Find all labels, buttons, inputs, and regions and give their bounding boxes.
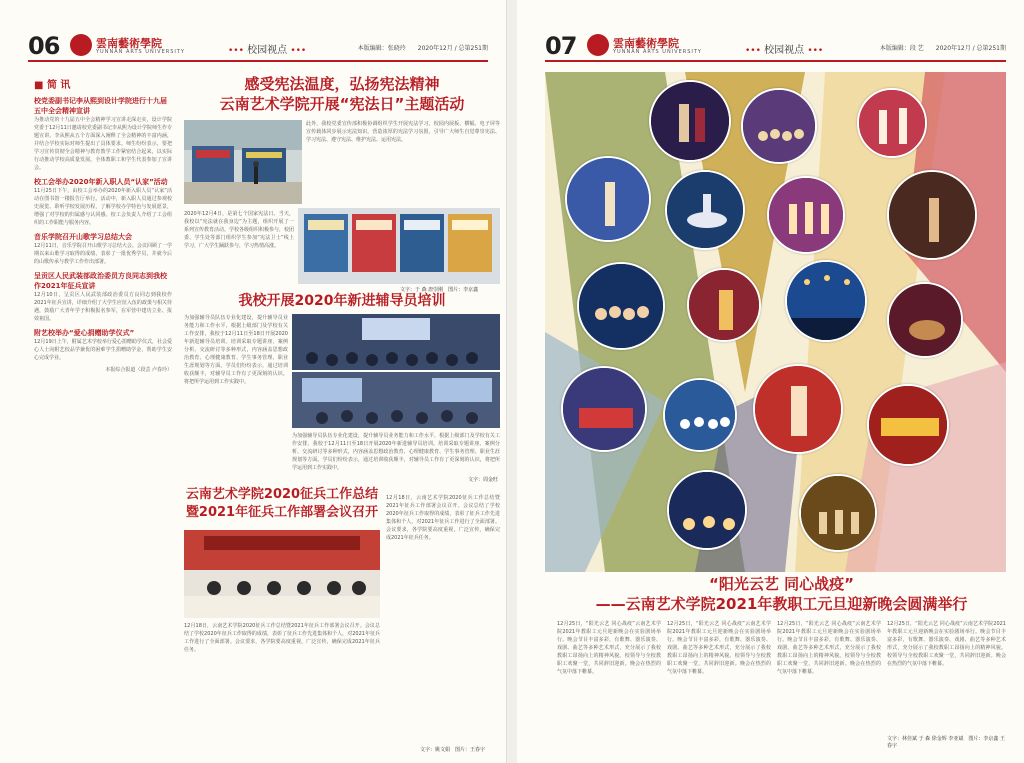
gala-body-col2: 12月25日，“阳光云艺 同心战疫”云南艺术学院2021年教职工元旦迎新晚会在实验剧场举行。晚会节目丰富多彩，有歌舞、器乐演奏、戏剧、曲艺等多种艺术形式，充分展示了我校教职工昂扬向上的精神风貌。校领导与全校教职工欢聚一堂，共同辞旧迎新。晚会在热烈的气氛中落下帷幕。: [667, 621, 771, 675]
masthead-name-right: 雲南藝術學院: [613, 37, 679, 50]
article1-photo-booths: [298, 208, 500, 284]
article2-body: 为加强辅导员队伍专业化建设，提升辅导员业务能力和工作水平，根据上级部门及学校有关工作安排，我校于12月11日至18日开展2020年新进辅导员培训。培训采取专题讲座、案例分析、交流研讨等多种形式，内容涵盖思想政治教育、心理健康教育、学生事务管理、职业生涯规划等方面。学员们纷纷表示，通过培训收获颇丰，对辅导员工作有了更深刻的认识，将把所学运用到工作实践中。: [184, 315, 288, 385]
brief-footer: 本报综合报道（段芸 卢春玲）: [105, 367, 172, 373]
brief-title-3: 音乐学院召开山歌学习总结大会: [34, 233, 132, 241]
page-number: 06: [28, 32, 60, 60]
university-logo-icon: [70, 34, 92, 56]
article3-body-cont: 12月18日，云南艺术学院2020征兵工作总结暨2021年征兵工作部署会议召开。会议总结了学校2020年征兵工作取得的成绩，表彰了征兵工作先进集体和个人，对2021年征兵工作进行了全面部署。会议要求，各学院要高度重视，广泛宣传，确保完成2021年征兵任务。: [386, 495, 500, 541]
photo-circle-banner: [867, 384, 949, 466]
photo-circle-ballet: [665, 170, 745, 250]
brief-body-5: 12月19日上午，附属艺术学校举行爱心捐赠助学仪式，社会爱心人士向附艺校品学兼优的困难学生捐赠助学金，帮助学生安心完成学业。: [34, 339, 172, 361]
brief-heading: ■ 简 讯: [34, 80, 71, 91]
page-header: [28, 30, 488, 60]
photo-circle-instrument: [887, 282, 963, 358]
photo-circle-dance-red: [753, 364, 843, 454]
article1-body-b: 2020年12月4日，是第七个国家宪法日。当天，我校以“宪法就在我身边”为主题，组织开展了一系列宣传教育活动。学校各级组织积极参与，校团委、学生处等部门组织学生参加“宪法卫士”线上学习，广大学生踊跃参与，学习热情高涨。: [184, 211, 294, 249]
photo-circle-flags: [561, 366, 647, 452]
gala-body-col1: 12月25日，“阳光云艺 同心战疫”云南艺术学院2021年教职工元旦迎新晚会在实验剧场举行。晚会节目丰富多彩，有歌舞、器乐演奏、戏剧、曲艺等多种艺术形式，充分展示了我校教职工昂扬向上的精神风貌。校领导与全校教职工欢聚一堂，共同辞旧迎新。晚会在热烈的气氛中落下帷幕。: [557, 621, 661, 675]
section-title: ••• 校园视点 •••: [228, 45, 307, 56]
masthead-name: 雲南藝術學院: [96, 37, 162, 50]
brief-title-4: 呈贡区人民武装部政治委员方良同志到我校作2021年征兵宣讲: [34, 272, 167, 290]
brief-title-2: 校工会举办2020年新入职人员“认家”活动: [34, 178, 168, 186]
article1-body-a: 此外，我校党委宣传部积极协调组织学生开展宪法学习，校园内展板、横幅、电子屏等宣传载体同步展示宪法知识，营造浓厚的宪法学习氛围，引导广大师生自觉尊崇宪法、学习宪法、遵守宪法、维护宪法、运用宪法。: [306, 121, 500, 143]
brief-body-3: 12月11日，音乐学院召开山歌学习总结大会。会议回顾了一学期以来山歌学习取得的成绩，表彰了一批优秀学员，并就今后的山歌传承与教学工作作出部署。: [34, 243, 172, 265]
article1-title-line2: 云南艺术学院开展“宪法日”主题活动: [219, 95, 465, 113]
article3-photo-meeting: [184, 530, 380, 618]
photo-circle-finale: [667, 470, 747, 550]
article3-title: [184, 486, 380, 528]
brief-title-1: 校党委副书记李从熙到设计学院进行十九届五中全会精神宣讲: [34, 97, 167, 115]
article1-title-line1: 感受宪法温度，弘扬宪法精神: [244, 75, 440, 93]
photo-circle-opera: [687, 268, 761, 342]
issue-meta: 本版编辑：张晓玲 2020年12月 / 总第251期: [357, 45, 488, 52]
article2-credit: 文字：周金旺: [468, 477, 499, 483]
brief-title-5: 附艺校举办“爱心捐赠助学仪式”: [34, 329, 135, 337]
article3-credit: 文字：姚文娟 图片：王春宇: [420, 747, 486, 753]
photo-circle-group: [577, 262, 665, 350]
gala-credit: 文字：林佳斌 于 森 徐金辉 李亚斌 图片：李京鑫 王春宇: [887, 736, 1005, 749]
article2-photo-session: [292, 372, 500, 428]
gala-title-line2: ——云南艺术学院2021年教职工元旦迎新晚会圆满举行: [595, 595, 968, 613]
page-07: [517, 0, 1024, 763]
page-header-right: [545, 30, 1006, 60]
gala-title: [557, 574, 1006, 618]
photo-circle-duet: [649, 80, 731, 162]
photo-circle-dancers: [857, 88, 927, 158]
masthead-sub: YUNNAN ARTS UNIVERSITY: [96, 49, 185, 55]
brief-body-4: 12月10日，呈贡区人民武装部政治委员方良同志到我校作2021年征兵宣讲，详细介绍了大学生应征入伍的政策与相关待遇，鼓励广大青年学子积极报名参军，在军营中建功立业、报效祖国。: [34, 292, 172, 322]
header-rule-right: [545, 60, 1006, 62]
article3-title-line2: 暨2021年征兵工作部署会议召开: [185, 505, 379, 520]
article2-title-wrap: [184, 292, 500, 312]
page-number-right: 07: [545, 32, 577, 60]
article1-title: [184, 74, 500, 118]
section-title-right: ••• 校园视点 •••: [745, 45, 824, 56]
article2-photo-lecture: [292, 314, 500, 370]
photo-circle-singers: [767, 176, 845, 254]
photo-circle-stage: [785, 260, 867, 342]
article2-body-cont: 为加强辅导员队伍专业化建设，提升辅导员业务能力和工作水平，根据上级部门及学校有关工作安排，我校于12月11日至18日开展2020年新进辅导员培训。培训采取专题讲座、案例分析、交流研讨等多种形式，内容涵盖思想政治教育、心理健康教育、学生事务管理、职业生涯规划等方面。学员们纷纷表示，通过培训收获颇丰，对辅导员工作有了更深刻的认识，将把所学运用到工作实践中。: [292, 433, 500, 471]
photo-circle-orchestra: [799, 474, 877, 552]
brief-column: [34, 76, 172, 756]
article1-photo-exhibition: [184, 120, 302, 204]
photo-circle-solo: [565, 156, 651, 242]
issue-meta-right: 本版编辑：段 艺 2020年12月 / 总第251期: [879, 45, 1006, 52]
brief-body-2: 11月25日下午，由校工会举办的2020年新入职人员“认家”活动在图书馆一楼报告厅举行。活动中，新入职人员通过参观校史展览、聆听学校发展历程，了解学校办学特色与发展愿景，增强了对学校的归属感与认同感。校工会负责人介绍了工会组织的工作职能与服务内容。: [34, 188, 172, 226]
masthead-sub-right: YUNNAN ARTS UNIVERSITY: [613, 49, 702, 55]
photo-circle-guitar: [887, 170, 977, 260]
article3-title-line1: 云南艺术学院2020征兵工作总结: [185, 487, 379, 502]
photo-circle-choir: [741, 88, 817, 164]
article2-title: 我校开展2020年新进辅导员培训: [238, 293, 446, 309]
gala-body-col4: 12月25日，“阳光云艺 同心战疫”云南艺术学院2021年教职工元旦迎新晚会在实验剧场举行。晚会节目丰富多彩，有歌舞、器乐演奏、戏剧、曲艺等多种艺术形式，充分展示了我校教职工昂扬向上的精神风貌。校领导与全校教职工欢聚一堂，共同辞旧迎新。晚会在热烈的气氛中落下帷幕。: [887, 621, 1006, 667]
header-rule: [28, 60, 488, 62]
article1-credit: 文字：于 森 唐崇刚 图片：李京鑫: [400, 287, 479, 293]
university-logo-icon-right: [587, 34, 609, 56]
gala-body-col3: 12月25日，“阳光云艺 同心战疫”云南艺术学院2021年教职工元旦迎新晚会在实验剧场举行。晚会节目丰富多彩，有歌舞、器乐演奏、戏剧、曲艺等多种艺术形式，充分展示了我校教职工昂扬向上的精神风貌。校领导与全校教职工欢聚一堂，共同辞旧迎新。晚会在热烈的气氛中落下帷幕。: [777, 621, 881, 675]
gala-title-line1: “阳光云艺 同心战疫”: [709, 575, 854, 593]
photo-circle-chorus: [663, 378, 737, 452]
brief-body-1: 为推动党的十九届五中全会精神学习宣讲走深走实，设计学院党委于12月11日邀请校党委副书记李从熙为设计学院师生作专题宣讲。李从熙从五个方面深入阐释了全会精神的丰富内涵，并结合学校实际对师生提出了具体要求。师生纷纷表示，要把学习宣传贯彻全会精神与教育教学工作紧密结合起来，以实际行动推动学校高质量发展。全体教职工和学生代表参加了宣讲会。: [34, 117, 172, 171]
article3-body: 12月18日，云南艺术学院2020征兵工作总结暨2021年征兵工作部署会议召开。会议总结了学校2020年征兵工作取得的成绩，表彰了征兵工作先进集体和个人，对2021年征兵工作进行了全面部署。会议要求，各学院要高度重视，广泛宣传，确保完成2021年征兵任务。: [184, 623, 380, 653]
center-fold: [507, 0, 517, 763]
page-06: [0, 0, 507, 763]
